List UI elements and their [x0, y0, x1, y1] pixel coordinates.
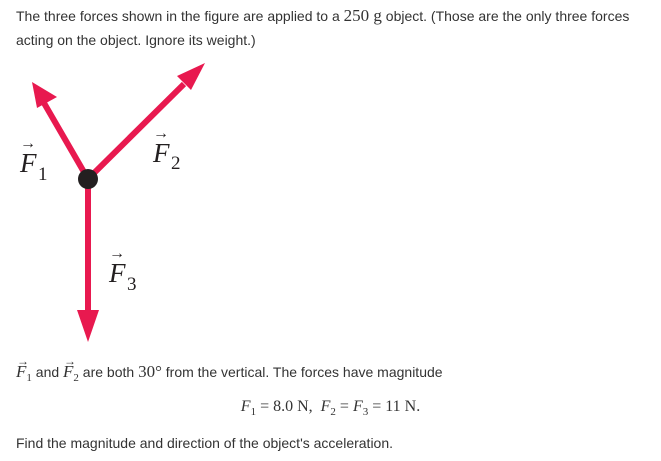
inline-f2-sub: 2 [73, 371, 79, 384]
intro-text-end: object. (Those are the only three forces acting on the object. Ignore its weight.) [16, 8, 630, 48]
label-f3-arrow: → [109, 245, 125, 262]
arrow-f3-head [77, 310, 99, 342]
problem-intro [16, 4, 646, 52]
label-f2-arrow: → [153, 125, 169, 142]
label-f1-sub: 1 [38, 164, 48, 185]
eq-equals: = [335, 398, 353, 415]
label-f3-symbol: F [109, 258, 126, 288]
angle-value: 30° [138, 362, 162, 381]
intro-text-start: The three forces shown in the figure are applied to a [16, 8, 344, 24]
object-dot [78, 169, 98, 189]
angle-text-2: from the vertical. The forces have magnitude [161, 364, 443, 380]
angle-and-text: and [31, 364, 64, 380]
magnitude-equation [0, 398, 661, 418]
eq-f3-sub: 3 [362, 406, 369, 419]
eq-f2-symbol: F [320, 398, 331, 415]
arrow-f3 [77, 179, 99, 342]
label-f3-sub: 3 [127, 274, 137, 295]
eq-f1-symbol: F [240, 398, 251, 415]
inline-f1-symbol: → F [16, 362, 26, 382]
angle-statement [16, 362, 443, 388]
force-diagram [0, 58, 240, 348]
label-f1-arrow: → [20, 135, 36, 152]
label-f1-symbol: F [20, 148, 37, 178]
label-f3 [108, 245, 137, 295]
question-text: Find the magnitude and direction of the object's acceleration. [16, 435, 394, 451]
inline-f2-symbol: → F [63, 362, 73, 382]
eq-f2-sub: 2 [330, 406, 336, 419]
inline-f1-sub: 1 [26, 371, 32, 384]
eq-f1-value: = 8.0 N, [256, 398, 313, 415]
angle-text-1: are both [78, 364, 139, 380]
eq-f1-sub: 1 [250, 406, 257, 419]
eq-f3-value: = 11 N. [368, 398, 421, 415]
label-f1 [19, 135, 48, 185]
label-f2-sub: 2 [171, 153, 181, 174]
mass-value: 250 g [343, 6, 382, 25]
label-f2-symbol: F [153, 138, 170, 168]
arrow-f2-shaft [88, 84, 184, 179]
arrow-f1-shaft [44, 103, 88, 179]
label-f2 [152, 125, 181, 174]
arrow-f2 [88, 63, 205, 179]
eq-f3-symbol: F [352, 398, 363, 415]
